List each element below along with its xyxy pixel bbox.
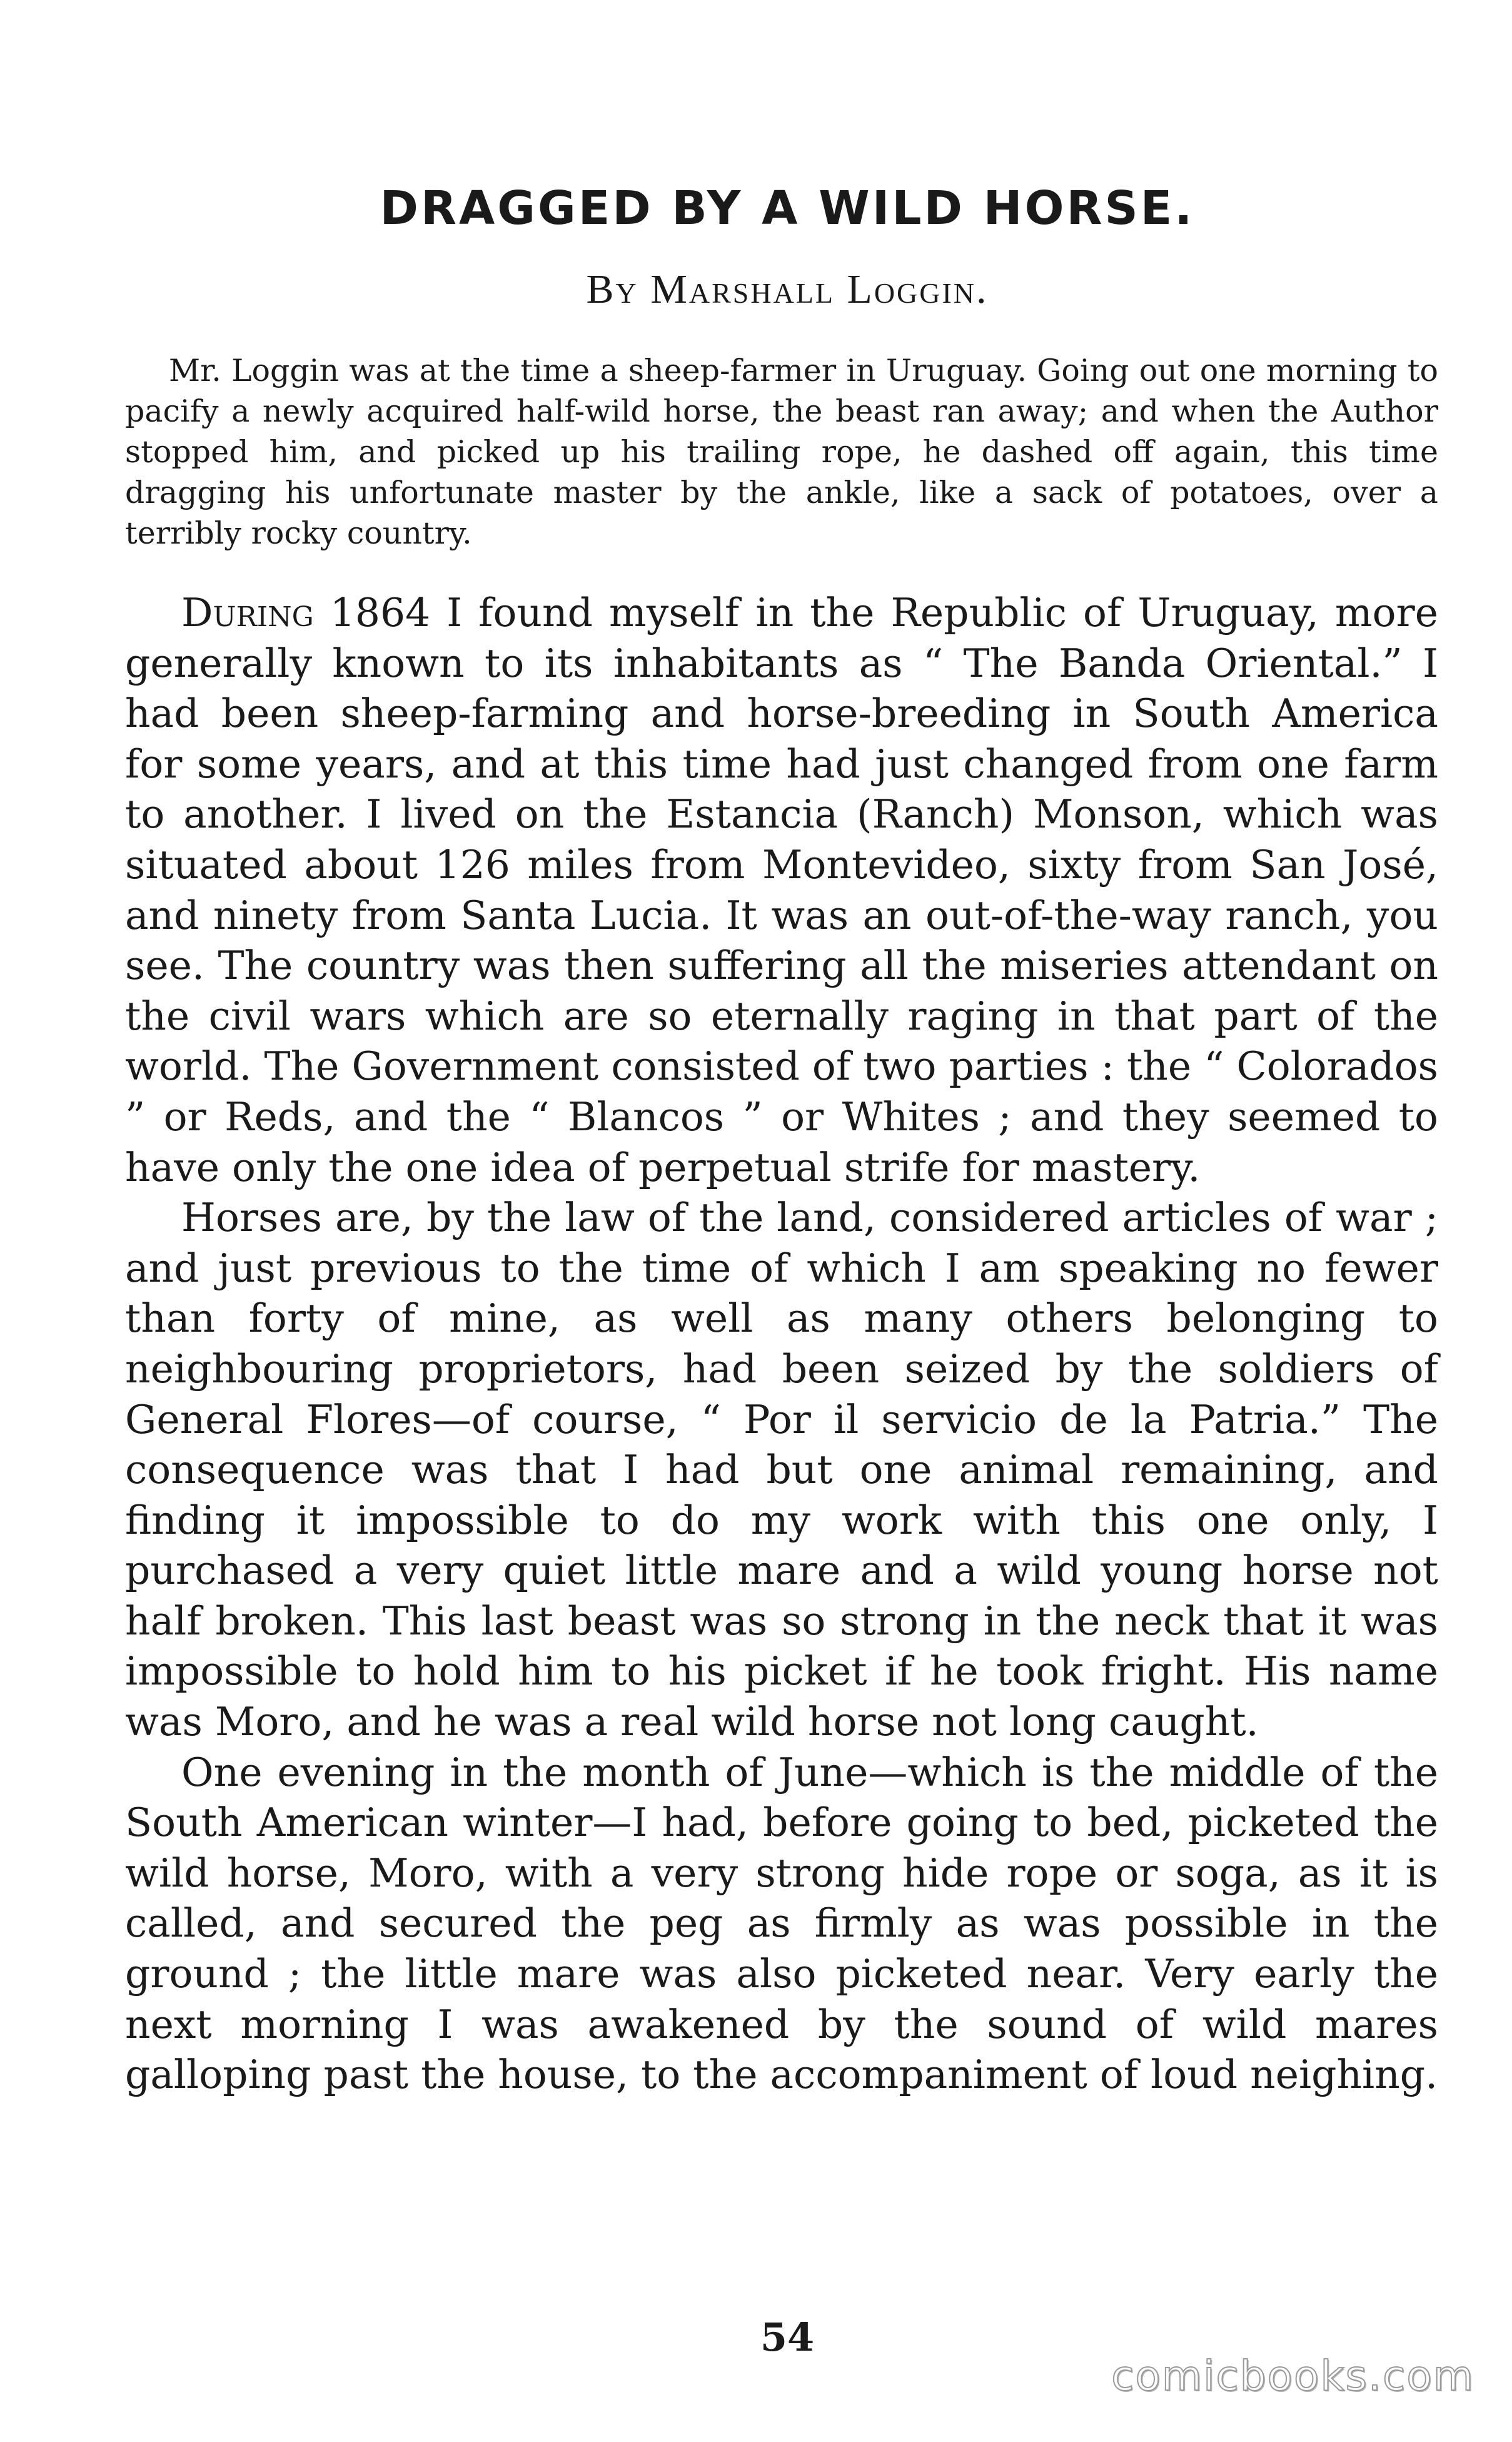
page-number: 54	[760, 2314, 815, 2360]
body-paragraph	[125, 588, 1438, 1193]
drop-lead-word: During	[181, 590, 314, 636]
story-byline: By Marshall Loggin.	[586, 266, 989, 312]
body-paragraph: Horses are, by the law of the land, considered articles of war ; and just previous to the time of which I am speaking no fewer than forty of mine, as well as many others belonging to neighbouring proprietors, had been seized by the soldiers of General Flores—of course, “ Por il servicio de la Patria.” The consequence was that I had but one animal remaining, and finding it impossible to do my work with this one only, I purchased a very quiet little mare and a wild young horse not half broken. This last beast was so strong in the neck that it was impossible to hold him to his picket if he took fright. His name was Moro, and he was a real wild horse not long caught.	[125, 1195, 1438, 1745]
story-intro: Mr. Loggin was at the time a sheep-farmer in Uruguay. Going out one morning to pacify a newly acquired half-wild horse, the beast ran away; and when the Author stopped him, and picked up his trailing rope, he dashed off again, this time dragging his unfortunate master by the ankle, like a sack of potatoes, over a terribly rocky country.	[125, 353, 1438, 551]
watermark-logo: comicbooks.com	[1111, 2352, 1474, 2400]
body-paragraph: One evening in the month of June—which is the middle of the South American winter—I had, before going to bed, picketed the wild horse, Moro, with a very strong hide rope or soga, as it is called, and secured the peg as firmly as was possible in the ground ; the little mare was also picketed near. Very early the next morning I was awakened by the sound of wild mares galloping past the house, to the accompaniment of loud neighing.	[125, 1749, 1438, 2098]
story-body	[125, 588, 1438, 2100]
story-title: DRAGGED BY A WILD HORSE.	[380, 181, 1195, 235]
paragraph-text: 1864 I found myself in the Republic of Uruguay, more generally known to its inhabitants as “ The Banda Oriental.” I had been sheep-farming and horse-breeding in South America for some years, and at this time had just changed from one farm to another. I lived on the Estancia (Ranch) Monson, which was situated about 126 miles from Montevideo, sixty from San José, and ninety from Santa Lucia. It was an out-of-the-way ranch, you see. The country was then suffering all the miseries attendant on the civil wars which are so eternally raging in that part of the world. The Government consisted of two parties : the “ Colorados ” or Reds, and the “ Blancos ” or Whites ; and they seemed to have only the one idea of perpetual strife for mastery.	[125, 590, 1438, 1190]
